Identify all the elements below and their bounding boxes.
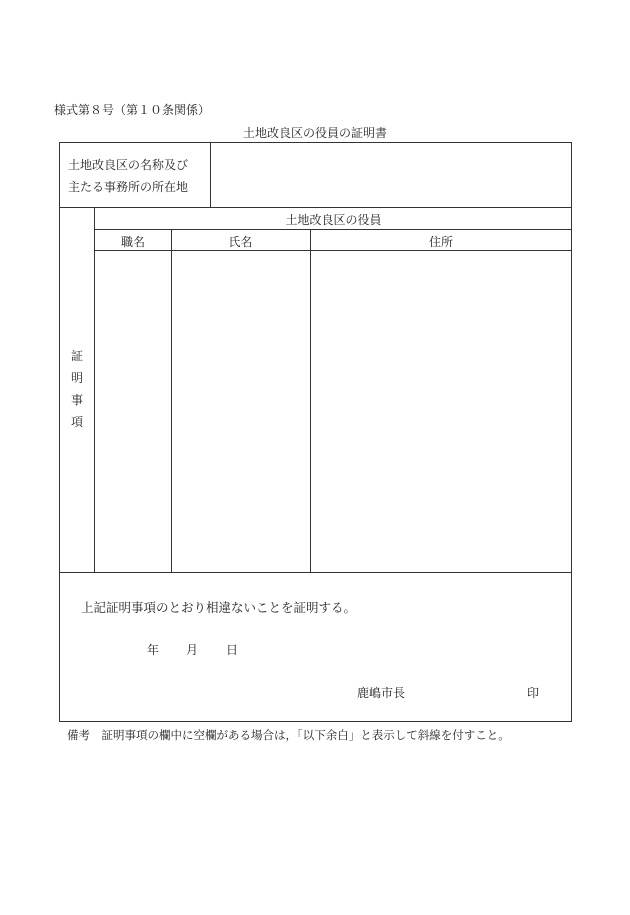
divider-location-vertical bbox=[210, 142, 211, 207]
location-label-line1: 土地改良区の名称及び bbox=[68, 158, 189, 172]
column-header-address: 住所 bbox=[428, 235, 453, 249]
vertical-label-char: 証 bbox=[70, 349, 83, 363]
officers-header: 土地改良区の役員 bbox=[285, 213, 382, 227]
divider-column-name-address bbox=[310, 229, 311, 572]
form-number: 様式第８号（第１０条関係） bbox=[54, 103, 211, 117]
divider-officers-header bbox=[94, 229, 572, 230]
remarks-note: 備考 証明事項の欄中に空欄がある場合は，「以下余白」と表示して斜線を付すこと。 bbox=[67, 728, 510, 742]
column-header-name: 氏名 bbox=[228, 235, 253, 249]
vertical-label-char: 事 bbox=[70, 393, 83, 407]
column-header-title: 職名 bbox=[120, 235, 145, 249]
date-month-label: 月 bbox=[186, 643, 199, 657]
vertical-label-char: 項 bbox=[70, 415, 83, 429]
date-year-label: 年 bbox=[147, 643, 160, 657]
divider-location-bottom bbox=[59, 207, 572, 208]
vertical-label-char: 明 bbox=[70, 371, 83, 385]
issuer-title: 鹿嶋市長 bbox=[357, 686, 406, 700]
document-title: 土地改良区の役員の証明書 bbox=[242, 126, 387, 140]
date-day-label: 日 bbox=[226, 643, 239, 657]
certification-items-label bbox=[60, 345, 94, 433]
divider-vertical-label bbox=[94, 207, 95, 572]
certification-statement: 上記証明事項のとおり相違ないことを証明する。 bbox=[81, 600, 357, 615]
seal-mark: 印 bbox=[527, 686, 540, 700]
divider-column-title-name bbox=[171, 229, 172, 572]
divider-statement-top bbox=[59, 572, 572, 573]
location-label-line2: 主たる事務所の所在地 bbox=[68, 180, 189, 194]
divider-column-header bbox=[94, 250, 572, 251]
